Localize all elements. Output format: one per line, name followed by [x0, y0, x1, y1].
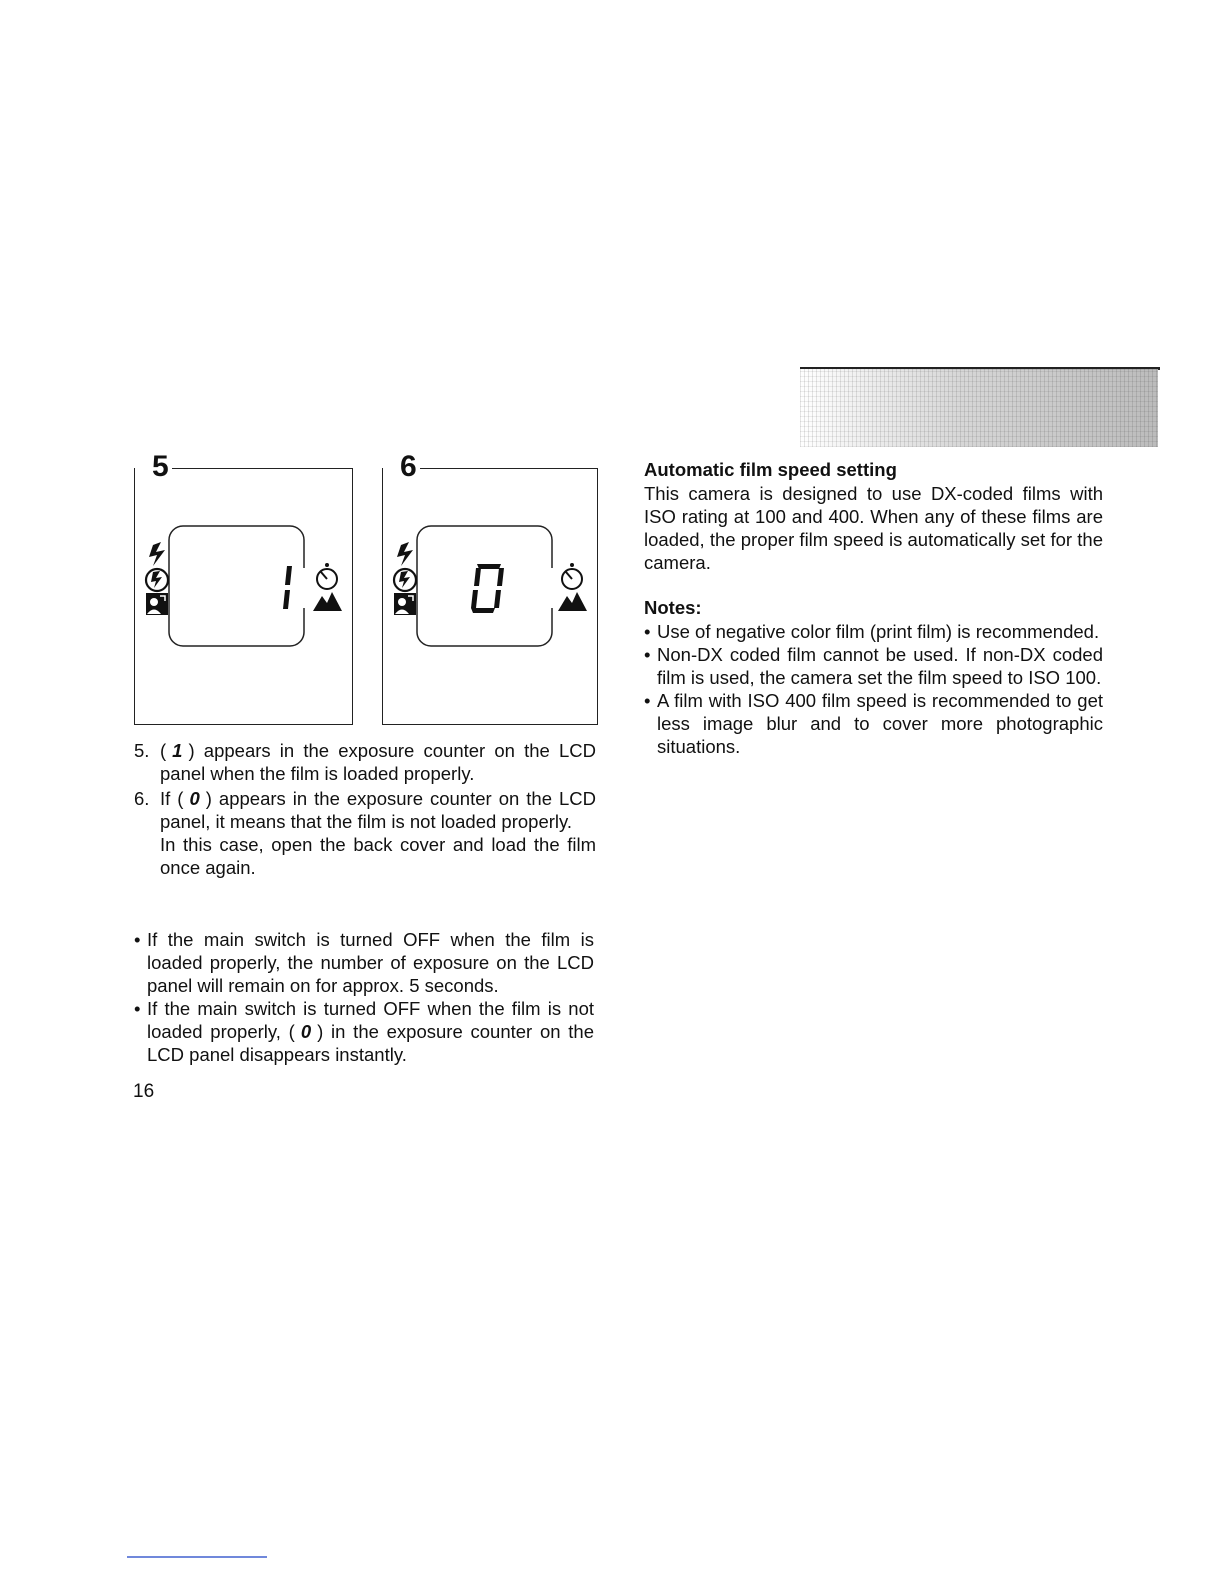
step-number: 5. [134, 740, 150, 761]
bottom-rule [127, 1556, 267, 1558]
lcd-panel-illustration [383, 468, 597, 724]
lcd-panel-illustration [135, 468, 352, 724]
section-heading: Automatic film speed setting [644, 459, 897, 480]
step-text-pre: ( [160, 740, 167, 761]
header-screen-band [800, 369, 1158, 447]
counter-digit-0 [471, 564, 504, 613]
lcd-glyph: 0 [189, 788, 200, 809]
self-timer-icon [317, 563, 337, 589]
landscape-icon [313, 592, 342, 611]
bullet-text-post: ) in the exposure counter on the LCD panel disappears instantly. [147, 1021, 594, 1065]
bullet-text-pre: If the main switch is turned OFF when the film is not loaded properly, ( [147, 998, 594, 1042]
section-body: This camera is designed to use DX-coded films with ISO rating at 100 and 400. When any of these films are loaded, the proper film speed is automatically set for the camera. [644, 483, 1103, 573]
flash-off-icon [146, 569, 168, 591]
flash-off-icon [394, 569, 416, 591]
list-item [134, 997, 594, 1066]
flash-icon [397, 542, 413, 566]
left-bullet-list [134, 928, 594, 1066]
figure-6 [382, 450, 598, 725]
figure-5 [134, 450, 353, 725]
self-timer-icon [562, 563, 582, 589]
step-text-pre: If ( [160, 788, 184, 809]
step-list [134, 739, 596, 881]
note-text: Non-DX coded film cannot be used. If non-DX coded film is used, the camera set the film speed to ISO 100. [657, 644, 1103, 688]
note-text: A film with ISO 400 film speed is recommended to get less image blur and to cover more photographic situations. [657, 690, 1103, 757]
figure-number: 6 [397, 452, 420, 482]
page-number: 16 [133, 1081, 155, 1102]
list-item [644, 620, 1103, 643]
lcd-glyph: 1 [172, 740, 183, 761]
notes-list [644, 620, 1103, 758]
step-text-post: ) appears in the exposure counter on the LCD panel, it means that the film is not loaded properly. [160, 788, 596, 832]
portrait-mode-icon [394, 593, 416, 615]
lcd-glyph: 0 [300, 1021, 312, 1042]
list-item [644, 689, 1103, 758]
list-item [134, 928, 594, 997]
step-number: 6. [134, 788, 150, 809]
list-item [134, 787, 596, 879]
bullet-text: If the main switch is turned OFF when the film is loaded properly, the number of exposure on the LCD panel will remain on for approx. 5 seconds. [147, 929, 594, 996]
counter-digit-1 [283, 566, 292, 609]
figure-number: 5 [149, 452, 172, 482]
step-extra-text: In this case, open the back cover and load the film once again. [160, 834, 596, 878]
list-item [134, 739, 596, 785]
list-item [644, 643, 1103, 689]
portrait-mode-icon [146, 593, 168, 615]
step-text-post: ) appears in the exposure counter on the LCD panel when the film is loaded properly. [160, 740, 596, 784]
notes-heading: Notes: [644, 597, 702, 618]
note-text: Use of negative color film (print film) is recommended. [657, 621, 1100, 642]
flash-icon [149, 542, 165, 566]
